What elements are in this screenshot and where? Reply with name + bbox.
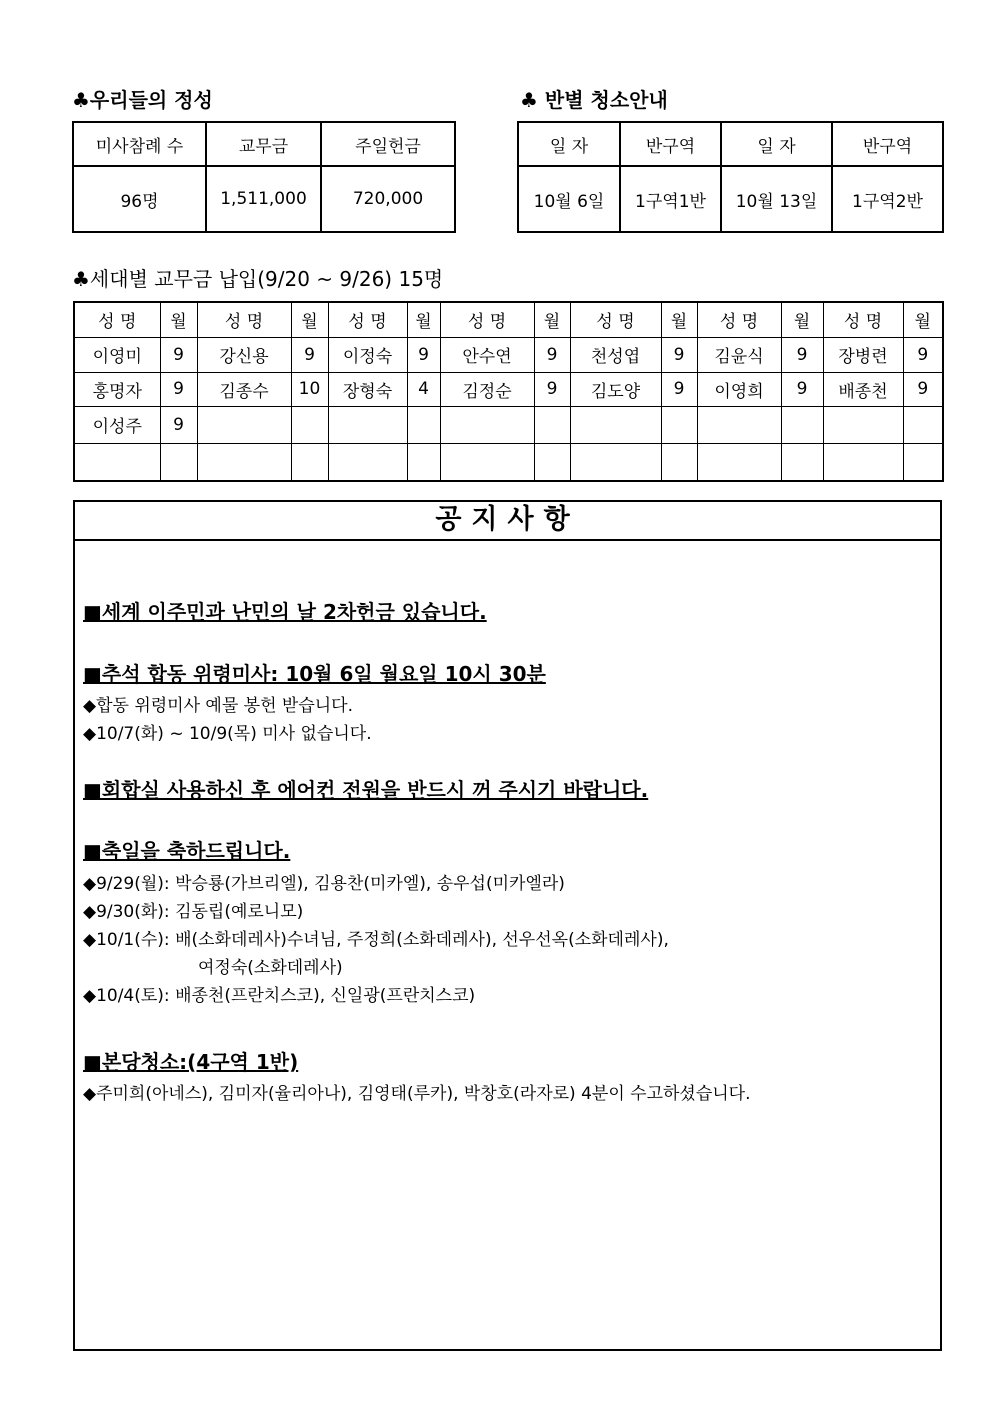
notice-title: 공지사항 — [75, 502, 940, 541]
tithe-month-cell: 9 — [781, 372, 823, 406]
tithe-row — [74, 372, 943, 406]
tithe-month-cell — [407, 443, 440, 481]
tithe-month-cell: 9 — [903, 337, 943, 372]
tithe-month-cell: 10 — [291, 372, 328, 406]
tithe-name-cell — [74, 443, 160, 481]
tithe-month-cell: 9 — [661, 372, 697, 406]
notice-line: ◆10/1(수): 배(소화데레사)수녀님, 주정희(소화데레사), 선우선옥(소화데레사), — [83, 930, 669, 950]
devotion-table — [72, 121, 456, 233]
tithe-month-cell — [661, 406, 697, 443]
tithe-row — [74, 406, 943, 443]
tithe-name-cell: 이성주 — [74, 406, 160, 443]
devotion-title: ♣우리들의 정성 — [72, 88, 213, 112]
tithe-name-cell — [328, 406, 407, 443]
tithe-month-header: 월 — [291, 302, 328, 337]
tithe-month-cell — [407, 406, 440, 443]
devotion-value-tithe: 1,511,000 — [206, 166, 321, 232]
tithe-name-cell — [440, 406, 534, 443]
tithe-month-cell: 4 — [407, 372, 440, 406]
tithe-name-cell: 김윤식 — [697, 337, 781, 372]
tithe-month-cell — [160, 443, 197, 481]
tithe-name-header: 성 명 — [440, 302, 534, 337]
tithe-header-row — [74, 302, 943, 337]
tithe-month-cell: 9 — [534, 372, 570, 406]
notice-heading-memorial-mass: ■추석 합동 위령미사: 10월 6일 월요일 10시 30분 — [83, 662, 546, 686]
tithe-month-header: 월 — [661, 302, 697, 337]
tithe-month-header: 월 — [407, 302, 440, 337]
tithe-table — [73, 301, 944, 482]
tithe-month-cell — [781, 406, 823, 443]
tithe-month-cell — [781, 443, 823, 481]
notice-line: ◆주미희(아네스), 김미자(율리아나), 김영태(루카), 박창호(라자로) 4분이 수고하셨습니다. — [83, 1084, 751, 1104]
notice-line: 여정숙(소화데레사) — [198, 958, 343, 978]
cleaning-header-zone: 반구역 — [620, 122, 721, 166]
tithe-name-cell — [697, 406, 781, 443]
cleaning-table — [517, 121, 944, 233]
tithe-name-cell — [697, 443, 781, 481]
tithe-name-cell — [570, 443, 661, 481]
notice-line: ◆합동 위령미사 예물 봉헌 받습니다. — [83, 696, 354, 716]
tithe-name-cell: 배종천 — [823, 372, 903, 406]
tithe-month-cell: 9 — [160, 406, 197, 443]
tithe-month-cell: 9 — [291, 337, 328, 372]
tithe-name-header: 성 명 — [197, 302, 291, 337]
notice-heading-feast-days: ■축일을 축하드립니다. — [83, 839, 291, 863]
tithe-name-header: 성 명 — [570, 302, 661, 337]
cleaning-header-date: 일 자 — [721, 122, 832, 166]
tithe-name-cell — [823, 406, 903, 443]
tithe-name-cell: 천성엽 — [570, 337, 661, 372]
tithe-name-cell — [328, 443, 407, 481]
tithe-month-cell: 9 — [903, 372, 943, 406]
tithe-month-cell: 9 — [407, 337, 440, 372]
tithe-name-cell — [440, 443, 534, 481]
tithe-name-cell: 강신용 — [197, 337, 291, 372]
tithe-name-header: 성 명 — [328, 302, 407, 337]
notice-box — [73, 500, 942, 1351]
tithe-month-header: 월 — [903, 302, 943, 337]
tithe-name-cell — [197, 406, 291, 443]
cleaning-value-zone: 1구역1반 — [620, 166, 721, 232]
devotion-header-tithe: 교무금 — [206, 122, 321, 166]
tithe-name-cell: 김도양 — [570, 372, 661, 406]
tithe-month-cell — [903, 443, 943, 481]
tithe-month-header: 월 — [534, 302, 570, 337]
tithe-row — [74, 337, 943, 372]
notice-heading-aircon: ■회합실 사용하신 후 에어컨 전원을 반드시 꺼 주시기 바랍니다. — [83, 778, 649, 802]
tithe-month-cell: 9 — [160, 337, 197, 372]
tithe-name-cell: 홍명자 — [74, 372, 160, 406]
notice-heading-refugee-collection: ■세계 이주민과 난민의 날 2차헌금 있습니다. — [83, 600, 487, 624]
notice-line: ◆9/30(화): 김동립(예로니모) — [83, 902, 304, 922]
cleaning-header-date: 일 자 — [518, 122, 620, 166]
tithe-name-cell: 장형숙 — [328, 372, 407, 406]
tithe-name-cell: 이영희 — [697, 372, 781, 406]
tithe-month-cell: 9 — [781, 337, 823, 372]
tithe-month-header: 월 — [160, 302, 197, 337]
notice-line: ◆10/7(화) ~ 10/9(목) 미사 없습니다. — [83, 724, 372, 744]
cleaning-value-zone: 1구역2반 — [832, 166, 943, 232]
devotion-value-attendance: 96명 — [73, 166, 206, 232]
tithe-month-cell: 9 — [534, 337, 570, 372]
devotion-header-offering: 주일헌금 — [321, 122, 455, 166]
tithe-name-header: 성 명 — [697, 302, 781, 337]
tithe-name-cell: 장병련 — [823, 337, 903, 372]
tithe-name-cell: 김종수 — [197, 372, 291, 406]
tithe-month-cell — [534, 406, 570, 443]
tithe-name-cell — [197, 443, 291, 481]
devotion-value-offering: 720,000 — [321, 166, 455, 232]
tithe-month-cell: 9 — [661, 337, 697, 372]
tithe-month-cell — [661, 443, 697, 481]
cleaning-title: ♣ 반별 청소안내 — [520, 88, 668, 112]
tithe-name-header: 성 명 — [74, 302, 160, 337]
notice-line: ◆9/29(월): 박승룡(가브리엘), 김용찬(미카엘), 송우섭(미카엘라) — [83, 874, 565, 894]
tithe-month-header: 월 — [781, 302, 823, 337]
tithe-month-cell — [534, 443, 570, 481]
cleaning-header-zone: 반구역 — [832, 122, 943, 166]
tithe-name-cell: 이영미 — [74, 337, 160, 372]
tithe-row — [74, 443, 943, 481]
notice-line: ◆10/4(토): 배종천(프란치스코), 신일광(프란치스코) — [83, 986, 476, 1006]
tithe-name-cell: 안수연 — [440, 337, 534, 372]
cleaning-value-date: 10월 13일 — [721, 166, 832, 232]
tithe-month-cell — [291, 406, 328, 443]
devotion-header-attendance: 미사참례 수 — [73, 122, 206, 166]
cleaning-value-date: 10월 6일 — [518, 166, 620, 232]
notice-heading-cleaning: ■본당청소:(4구역 1반) — [83, 1050, 299, 1074]
tithe-title: ♣세대별 교무금 납입(9/20 ~ 9/26) 15명 — [72, 267, 444, 291]
tithe-name-header: 성 명 — [823, 302, 903, 337]
tithe-name-cell: 이정숙 — [328, 337, 407, 372]
tithe-name-cell: 김정순 — [440, 372, 534, 406]
tithe-month-cell — [903, 406, 943, 443]
tithe-name-cell — [570, 406, 661, 443]
tithe-month-cell — [291, 443, 328, 481]
tithe-month-cell: 9 — [160, 372, 197, 406]
tithe-name-cell — [823, 443, 903, 481]
